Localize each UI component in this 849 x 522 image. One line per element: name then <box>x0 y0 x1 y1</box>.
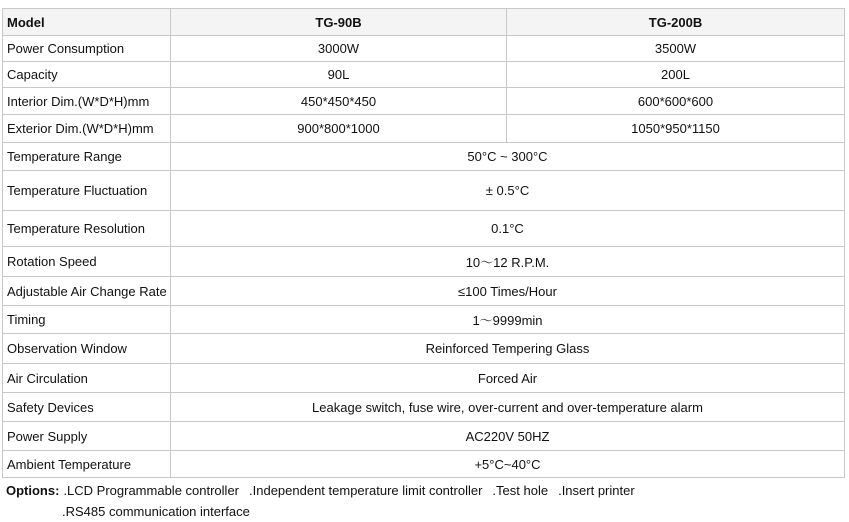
table-row <box>3 277 845 306</box>
row-label: Air Circulation <box>3 364 171 393</box>
row-label: Exterior Dim.(W*D*H)mm <box>3 115 171 143</box>
table-row <box>3 143 845 171</box>
options-section <box>6 480 844 522</box>
row-label: Safety Devices <box>3 393 171 422</box>
row-label: Power Supply <box>3 422 171 451</box>
option-item: .Insert printer <box>558 483 635 498</box>
cell-value: ± 0.5°C <box>171 171 845 211</box>
row-label: Capacity <box>3 62 171 88</box>
table-row <box>3 247 845 277</box>
option-item: .Test hole <box>492 483 549 498</box>
option-item: .LCD Programmable controller <box>63 483 240 498</box>
table-row <box>3 171 845 211</box>
cell-value: 90L <box>171 62 507 88</box>
header-tg-200b: TG-200B <box>507 9 845 36</box>
table-row <box>3 211 845 247</box>
table-row <box>3 334 845 364</box>
cell-value: 1050*950*1150 <box>507 115 845 143</box>
cell-value: 1～9999min <box>171 306 845 334</box>
header-tg-90b: TG-90B <box>171 9 507 36</box>
table-row <box>3 306 845 334</box>
cell-value: 600*600*600 <box>507 88 845 115</box>
cell-value: 3000W <box>171 36 507 62</box>
table-row <box>3 393 845 422</box>
table-row <box>3 62 845 88</box>
header-model: Model <box>3 9 171 36</box>
cell-value: 3500W <box>507 36 845 62</box>
option-item: .Independent temperature limit controller <box>249 483 483 498</box>
cell-value: 10～12 R.P.M. <box>171 247 845 277</box>
option-item: .RS485 communication interface <box>62 504 250 519</box>
cell-value: 900*800*1000 <box>171 115 507 143</box>
cell-value: +5°C~40°C <box>171 451 845 478</box>
cell-value: Forced Air <box>171 364 845 393</box>
table-row <box>3 88 845 115</box>
row-label: Ambient Temperature <box>3 451 171 478</box>
table-row <box>3 451 845 478</box>
cell-value: 450*450*450 <box>171 88 507 115</box>
specification-table <box>2 8 845 478</box>
cell-value: 200L <box>507 62 845 88</box>
cell-value: 0.1°C <box>171 211 845 247</box>
row-label: Timing <box>3 306 171 334</box>
table-row <box>3 364 845 393</box>
options-line-1 <box>6 480 844 501</box>
row-label: Rotation Speed <box>3 247 171 277</box>
options-title: Options: <box>6 483 60 498</box>
row-label: Observation Window <box>3 334 171 364</box>
cell-value: 50°C ~ 300°C <box>171 143 845 171</box>
cell-value: Reinforced Tempering Glass <box>171 334 845 364</box>
row-label: Temperature Fluctuation <box>3 171 171 211</box>
table-header-row <box>3 9 845 36</box>
cell-value: ≤100 Times/Hour <box>171 277 845 306</box>
row-label: Temperature Resolution <box>3 211 171 247</box>
row-label: Power Consumption <box>3 36 171 62</box>
row-label: Adjustable Air Change Rate <box>3 277 171 306</box>
row-label: Interior Dim.(W*D*H)mm <box>3 88 171 115</box>
table-row <box>3 36 845 62</box>
table-row <box>3 422 845 451</box>
cell-value: Leakage switch, fuse wire, over-current and over-temperature alarm <box>171 393 845 422</box>
cell-value: AC220V 50HZ <box>171 422 845 451</box>
row-label: Temperature Range <box>3 143 171 171</box>
table-row <box>3 115 845 143</box>
